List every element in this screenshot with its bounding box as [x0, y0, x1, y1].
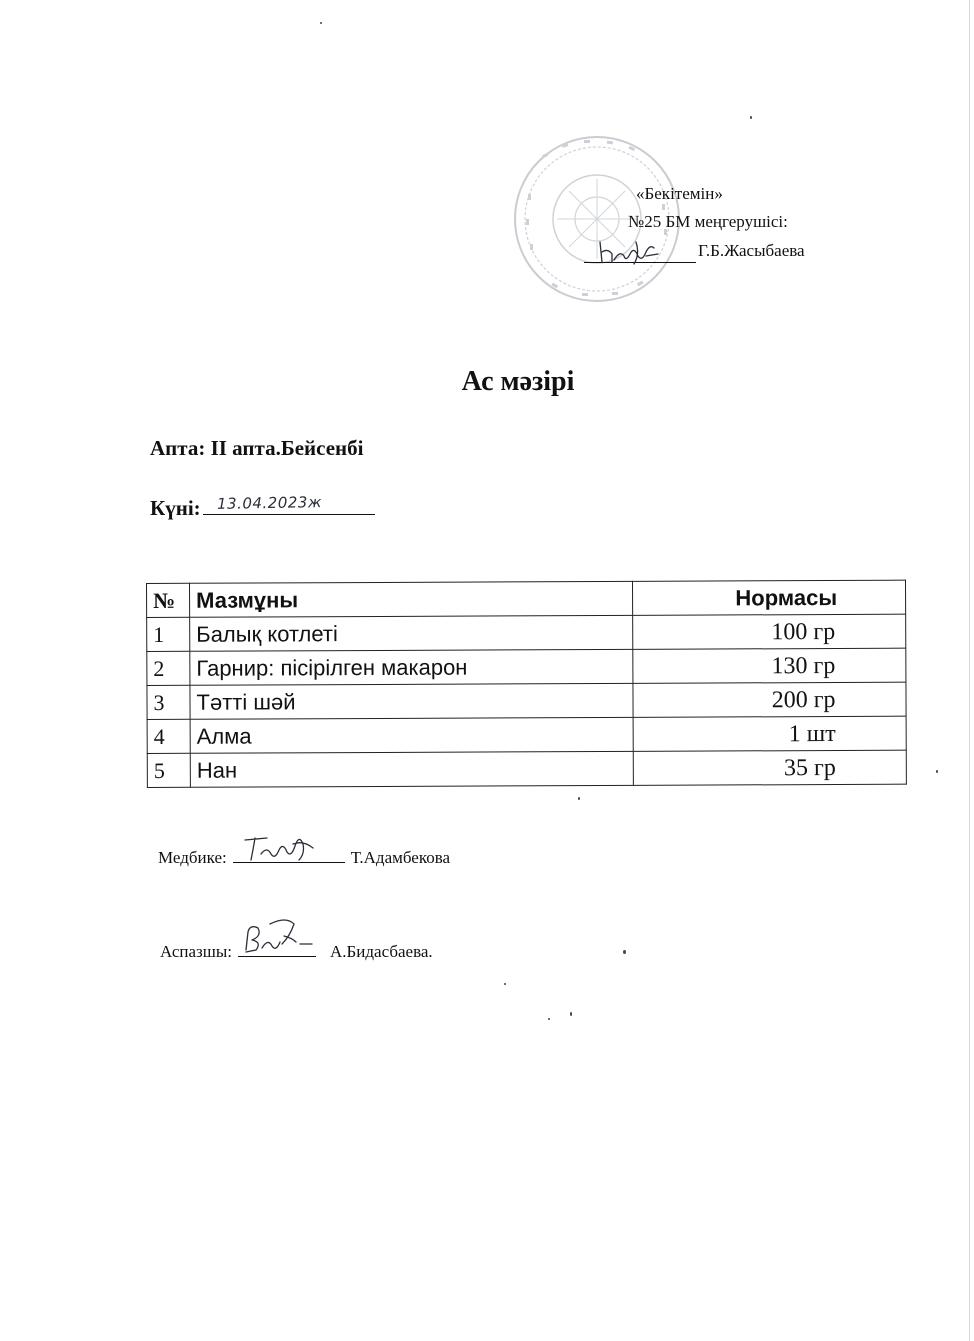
scan-speck	[750, 116, 752, 119]
nurse-signature	[241, 830, 321, 864]
table-row	[147, 750, 906, 787]
approval-block	[500, 130, 850, 320]
nurse-name: Т.Адамбекова	[350, 848, 451, 867]
header-content: Мазмұны	[190, 581, 633, 617]
row-number: 2	[147, 651, 190, 685]
row-content: Гарнир: пісірілген макарон	[190, 649, 633, 685]
approval-name: Г.Б.Жасыбаева	[698, 241, 805, 260]
row-number: 4	[147, 719, 190, 753]
scan-speck	[504, 983, 506, 985]
cook-name: А.Бидасбаева.	[330, 942, 433, 961]
row-number: 1	[147, 617, 190, 651]
scan-speck	[548, 1018, 550, 1020]
director-signature	[596, 238, 666, 268]
table-row	[147, 682, 906, 719]
table-row	[147, 614, 906, 651]
approval-role: №25 БМ меңгерушісі:	[628, 212, 788, 231]
row-content: Балық котлеті	[190, 615, 633, 651]
row-content: Алма	[190, 717, 633, 753]
menu-table	[146, 580, 907, 788]
row-norm: 1 шт	[633, 716, 906, 751]
header-number: №	[147, 583, 190, 617]
date-line	[150, 494, 375, 521]
scan-speck	[936, 770, 938, 773]
row-content: Нан	[190, 751, 633, 787]
cook-label: Аспазшы:	[160, 942, 232, 961]
week-line: Апта: ІІ апта.Бейсенбі	[150, 436, 364, 460]
nurse-label: Медбике:	[158, 848, 227, 867]
row-norm: 35 гр	[633, 750, 906, 785]
cook-signature-row	[160, 940, 433, 962]
cook-signature	[240, 914, 320, 958]
header-norm: Нормасы	[632, 580, 905, 615]
row-content: Тәтті шәй	[190, 683, 633, 719]
cook-signature-line	[238, 940, 316, 957]
document-title: Ас мәзірі	[461, 366, 575, 397]
scan-edge	[969, 0, 970, 1341]
approval-title: «Бекітемін»	[636, 184, 723, 203]
scan-speck	[623, 950, 626, 954]
date-label: Күні:	[150, 496, 201, 520]
scan-speck	[320, 22, 322, 24]
scan-speck	[570, 1012, 572, 1016]
row-norm: 100 гр	[633, 614, 906, 649]
row-norm: 200 гр	[633, 682, 906, 717]
row-number: 5	[147, 753, 190, 787]
table-header-row	[147, 580, 906, 617]
scan-speck	[578, 797, 580, 800]
date-blank	[203, 494, 375, 515]
row-number: 3	[147, 685, 190, 719]
row-norm: 130 гр	[633, 648, 906, 683]
date-handwritten: 13.04.2023ж	[216, 493, 322, 513]
nurse-signature-row	[158, 846, 450, 868]
table-row	[147, 716, 906, 753]
nurse-signature-line	[233, 846, 345, 863]
table-row	[147, 648, 906, 685]
